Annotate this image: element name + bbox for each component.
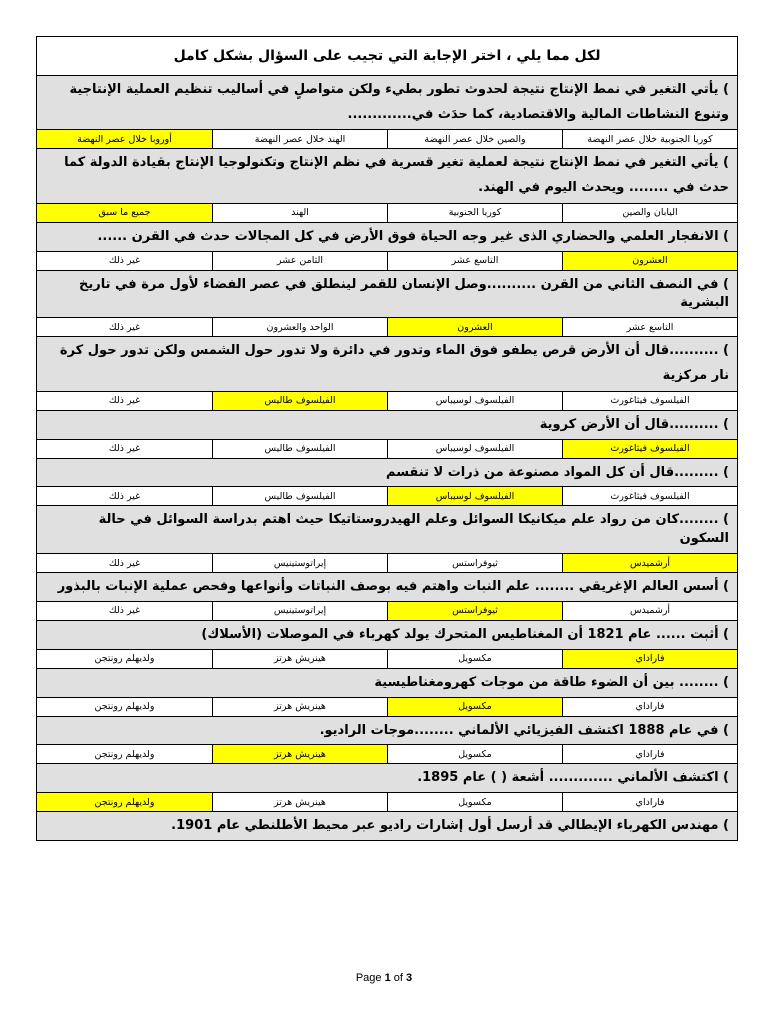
answer-option-highlighted[interactable]: العشرون [562,252,737,270]
answer-option[interactable]: الفيلسوف فيثاغورث [562,487,737,505]
answer-options-row [37,697,737,716]
answer-option-highlighted[interactable]: مكسويل [387,698,562,716]
answer-option[interactable]: غير ذلك [108,605,141,617]
answer-option[interactable]: فاراداي [562,793,737,811]
answer-options-row [37,601,737,620]
question-block [37,621,737,669]
answer-options-row [37,203,737,222]
question-block [37,573,737,621]
answer-option-highlighted[interactable]: جميع ما سبق [37,204,212,222]
answer-option[interactable]: الفيلسوف طاليس [212,487,387,505]
answer-option[interactable]: هينريش هرتز [212,650,387,668]
answer-option-highlighted[interactable]: ولديهلم رونتجن [37,793,212,811]
question-block [37,506,737,573]
answer-option-highlighted[interactable]: العشرون [387,318,562,336]
answer-options-row [37,553,737,572]
answer-option[interactable]: الواحد والعشرون [212,318,387,336]
answer-option[interactable]: غير ذلك [108,443,141,454]
question-text: ) اكتشف الألماني ............. أشعة ( ) عام 1895. [37,764,737,792]
answer-option[interactable]: الفيلسوف طاليس [212,440,387,458]
answer-option[interactable]: ثيوفراستس [387,554,562,572]
answer-option[interactable]: الفيلسوف لوسيباس [387,392,562,410]
question-text: ) ........ بين أن الضوء طاقة من موجات كهرومغناطيسية [37,669,737,697]
answer-option[interactable]: مكسويل [387,793,562,811]
answer-option[interactable]: غير ذلك [108,321,141,333]
answer-option-highlighted[interactable]: أرشميدس [562,554,737,572]
answer-option-highlighted[interactable]: الفيلسوف فيثاغورث [562,440,737,458]
question-text: ) في عام 1888 اكتشف الفيزيائي الألماني ........موجات الراديو. [37,717,737,745]
answer-option-highlighted[interactable]: فاراداي [562,650,737,668]
question-block [37,271,737,338]
footer-prefix: Page [355,972,385,984]
answer-options-row [37,391,737,410]
question-list [36,76,738,841]
question-block [37,223,737,271]
question-text: ) ........كان من رواد علم ميكانيكا السوائل وعلم الهيدروستاتيكا حيث اهتم بدراسة السوائل في حالة السكون [37,506,737,553]
answer-options-row [37,251,737,270]
question-text: ) الانفجار العلمي والحضاري الذى غير وجه الحياة فوق الأرض في كل المجالات حدث في القرن ...... [37,223,737,251]
answer-option[interactable]: كوريا الجنوبية خلال عصر النهضة [562,130,737,148]
footer-middle: of [390,972,407,984]
question-block [37,764,737,812]
worksheet-title: لكل مما يلي ، اختر الإجابة التي تجيب على السؤال بشكل كامل [36,36,738,76]
question-block [37,149,737,222]
answer-option[interactable]: التاسع عشر [562,318,737,336]
answer-option-highlighted[interactable]: أوروبا خلال عصر النهضة [37,130,212,148]
answer-option[interactable]: ولديهلم رونتجن [94,653,155,665]
question-block [37,411,737,459]
worksheet [36,36,738,841]
question-text: ) ..........قال أن الأرض كروية [37,411,737,439]
answer-option[interactable]: ولديهلم رونتجن [94,701,155,713]
answer-options-row [37,744,737,763]
answer-option[interactable]: الفيلسوف فيثاغورث [562,392,737,410]
answer-option[interactable]: إيراتوستينيس [212,554,387,572]
answer-options-row [37,129,737,148]
answer-option[interactable]: كوريا الجنوبية [387,204,562,222]
question-block [37,76,737,149]
answer-option[interactable]: غير ذلك [108,557,141,569]
answer-option-highlighted[interactable]: الفيلسوف لوسيباس [387,487,562,505]
answer-option[interactable]: أرشميدس [562,602,737,620]
answer-option[interactable]: الفيلسوف لوسيباس [387,440,562,458]
question-block [37,669,737,717]
answer-option[interactable]: فاراداي [562,745,737,763]
answer-options-row [37,649,737,668]
answer-option-highlighted[interactable]: ثيوفراستس [387,602,562,620]
question-text: ) في النصف الثاني من القرن ..........وصل الإنسان للقمر لينطلق في عصر الفضاء لأول مرة في تاريخ البشرية [37,271,737,318]
answer-option[interactable]: الهند [212,204,387,222]
answer-options-row [37,792,737,811]
answer-option[interactable]: غير ذلك [108,255,141,267]
question-block [37,337,737,410]
answer-option[interactable]: الهند خلال عصر النهضة [212,130,387,148]
answer-option[interactable]: هينريش هرتز [212,698,387,716]
answer-option[interactable]: ولديهلم رونتجن [94,748,155,760]
question-text: ) يأتي التغير في نمط الإنتاج نتيجة لحدوث تطور بطيء ولكن متواصلٍ في أساليب تنظيم العملية الإنتاجية وتنوع النشاطات المالية والاقتصادية، كما حدَث في............. [37,76,737,129]
answer-option-highlighted[interactable]: هينريش هرتز [212,745,387,763]
question-text: ) ..........قال أن الأرض قرص يطفو فوق الماء وتدور في دائرة ولا تدور حول الشمس ولكن تدور حول كرة نار مركزية [37,337,737,390]
answer-option[interactable]: والصين خلال عصر النهضة [387,130,562,148]
question-text: ) أسس العالم الإغريقي ........ علم النبات واهتم فيه بوصف النباتات وأنواعها وفحص عملية الإنبات بالبذور [37,573,737,601]
page-footer [0,972,768,984]
answer-options-row [37,486,737,505]
question-text: ) يأتي التغير في نمط الإنتاج نتيجة لعملية تغير قسرية في نظم الإنتاج وتكنولوجيا الإنتاج بقيادة الدولة كما حدث في ........ ويحدث اليوم في الهند. [37,149,737,202]
question-text: ) مهندس الكهرباء الإيطالي قد أرسل أول إشارات راديو عبر محيط الأطلنطي عام 1901. [37,812,737,840]
answer-option[interactable]: اليابان والصين [562,204,737,222]
question-block [37,459,737,507]
answer-option[interactable]: غير ذلك [108,395,141,407]
footer-total-pages: 3 [406,972,413,984]
answer-options-row [37,439,737,458]
answer-option[interactable]: التاسع عشر [387,252,562,270]
answer-option[interactable]: هينريش هرتز [212,793,387,811]
answer-option[interactable]: غير ذلك [108,490,141,502]
question-text: ) أثبت ...... عام 1821 أن المغناطيس المتحرك يولد كهرباء في الموصلات (الأسلاك) [37,621,737,649]
answer-option-highlighted[interactable]: الفيلسوف طاليس [212,392,387,410]
answer-option[interactable]: مكسويل [387,650,562,668]
question-block [37,717,737,765]
answer-option[interactable]: مكسويل [387,745,562,763]
answer-options-row [37,317,737,336]
answer-option[interactable]: إيراتوستينيس [212,602,387,620]
footer-current-page: 1 [384,972,391,984]
answer-option[interactable]: فاراداي [562,698,737,716]
answer-option[interactable]: الثامن عشر [212,252,387,270]
question-text: ) .........قال أن كل المواد مصنوعة من ذرات لا تنقسم [37,459,737,487]
question-block [37,812,737,840]
